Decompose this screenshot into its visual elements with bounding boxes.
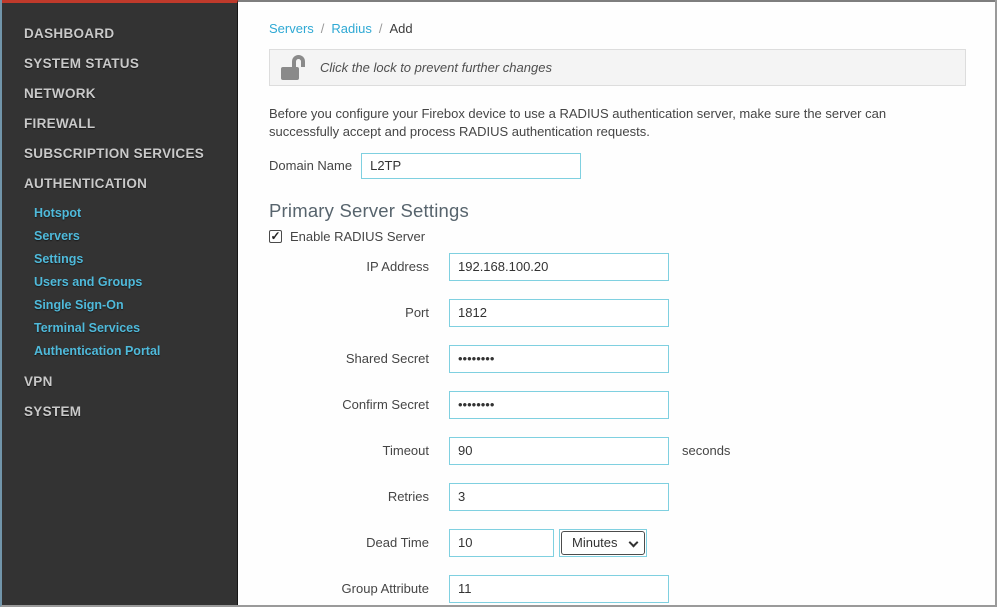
timeout-unit-label: seconds (682, 443, 731, 459)
sidebar-item-hotspot[interactable]: Hotspot (34, 206, 82, 220)
domain-name-label: Domain Name (269, 158, 353, 174)
sidebar-item-users-and-groups[interactable]: Users and Groups (34, 275, 143, 289)
sidebar-item-settings[interactable]: Settings (34, 252, 84, 266)
shared-secret-row (269, 345, 995, 373)
enable-radius-label: Enable RADIUS Server (290, 228, 426, 244)
retries-input[interactable] (449, 483, 669, 511)
sidebar-item-system-status[interactable]: SYSTEM STATUS (24, 56, 140, 71)
lock-shackle (292, 55, 305, 67)
timeout-label: Timeout (382, 443, 429, 459)
sidebar-item-firewall[interactable]: FIREWALL (24, 116, 96, 131)
confirm-secret-input[interactable] (449, 391, 669, 419)
sidebar-item-subscription-services[interactable]: SUBSCRIPTION SERVICES (24, 146, 205, 161)
section-title: Primary Server Settings (269, 199, 469, 221)
domain-name-row (269, 153, 995, 179)
sidebar-item-vpn[interactable]: VPN (24, 374, 53, 389)
shared-secret-input[interactable] (449, 345, 669, 373)
group-attribute-label: Group Attribute (341, 581, 429, 597)
confirm-secret-row (269, 391, 995, 419)
port-row (269, 299, 995, 327)
ip-address-row (269, 253, 995, 281)
breadcrumb-radius[interactable]: Radius (331, 21, 372, 36)
form-fields (269, 253, 995, 603)
retries-row (269, 483, 995, 511)
breadcrumb-separator: / (320, 21, 325, 36)
ip-address-label: IP Address (366, 259, 429, 275)
lock-body (281, 67, 299, 80)
lock-open-icon[interactable] (281, 55, 311, 81)
lock-banner-text: Click the lock to prevent further changes (320, 60, 552, 75)
timeout-row (269, 437, 995, 465)
dead-time-unit-select-wrap (559, 529, 647, 557)
confirm-secret-label: Confirm Secret (342, 397, 429, 413)
sidebar-item-dashboard[interactable]: DASHBOARD (24, 26, 115, 41)
retries-label: Retries (387, 489, 429, 505)
sidebar-item-authentication[interactable]: AUTHENTICATION (24, 176, 148, 191)
sidebar-subgroup (2, 202, 237, 363)
intro-text: Before you configure your Firebox device to use a RADIUS authentication server, make sure the server can successfully accept and process RADIUS authentication requests. (269, 106, 887, 140)
sidebar-item-system[interactable]: SYSTEM (24, 404, 82, 419)
port-label: Port (405, 305, 429, 321)
sidebar (2, 0, 238, 605)
dead-time-input[interactable] (449, 529, 554, 557)
sidebar-item-single-sign-on[interactable]: Single Sign-On (34, 298, 124, 312)
enable-radius-checkbox[interactable]: ✓ (270, 228, 281, 243)
dead-time-row (269, 529, 995, 557)
main-content (238, 0, 995, 605)
group-attribute-input[interactable] (449, 575, 669, 603)
timeout-input[interactable] (449, 437, 669, 465)
group-attribute-row (269, 575, 995, 603)
breadcrumb (269, 21, 995, 36)
sidebar-item-authentication-portal[interactable]: Authentication Portal (34, 344, 161, 358)
sidebar-item-servers[interactable]: Servers (34, 229, 80, 243)
sidebar-nav (2, 19, 237, 427)
shared-secret-label: Shared Secret (345, 351, 429, 367)
sidebar-item-terminal-services[interactable]: Terminal Services (34, 321, 141, 335)
domain-name-input[interactable] (361, 153, 581, 179)
breadcrumb-servers[interactable]: Servers (269, 21, 314, 36)
sidebar-item-network[interactable]: NETWORK (24, 86, 96, 101)
ip-address-input[interactable] (449, 253, 669, 281)
breadcrumb-separator: / (378, 21, 383, 36)
enable-radius-row (269, 229, 995, 244)
breadcrumb-add: Add (389, 21, 413, 36)
dead-time-label: Dead Time (366, 535, 429, 551)
port-input[interactable] (449, 299, 669, 327)
lock-banner (269, 49, 966, 86)
dead-time-unit-select[interactable] (561, 531, 645, 555)
